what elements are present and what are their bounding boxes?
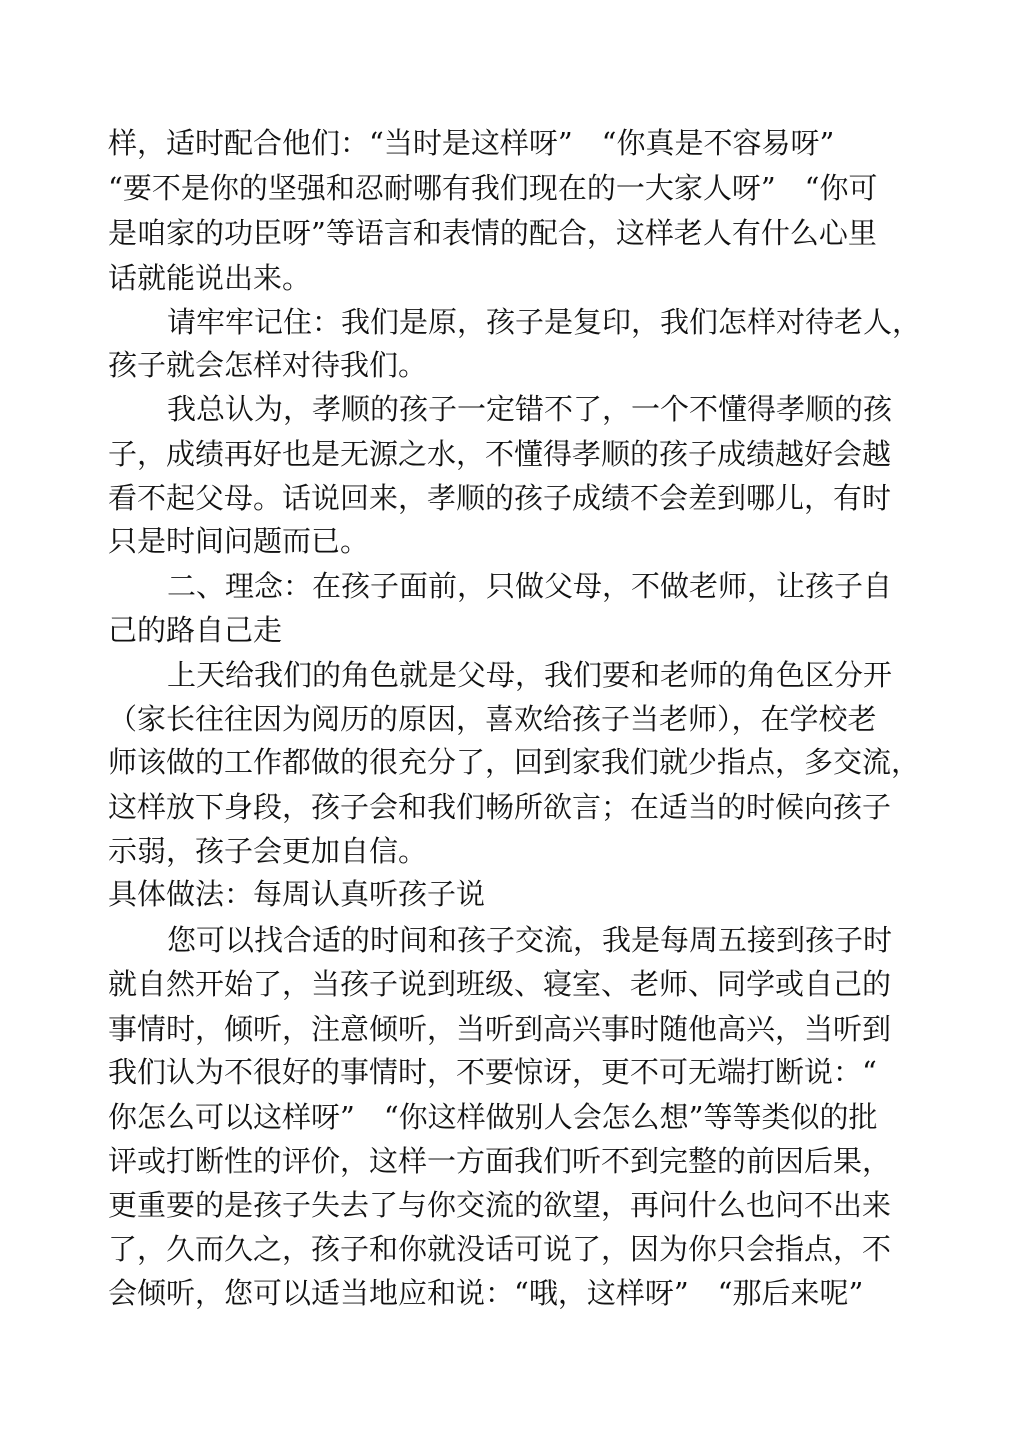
text-line: “要不是你的坚强和忍耐哪有我们现在的一大家人呀” “你可 (108, 171, 878, 205)
text-line: 更重要的是孩子失去了与你交流的欲望，再问什么也问不出来 (108, 1188, 892, 1222)
text-line: 事情时，倾听，注意倾听，当听到高兴事时随他高兴，当听到 (108, 1012, 892, 1046)
text-line: 就自然开始了，当孩子说到班级、寝室、老师、同学或自己的 (108, 967, 892, 1001)
text-line: 是咱家的功臣呀”等语言和表情的配合，这样老人有什么心里 (108, 216, 877, 250)
paragraph-first-line: 请牢牢记住：我们是原，孩子是复印，我们怎样对待老人， (167, 305, 922, 339)
text-line: 只是时间问题而已。 (108, 524, 370, 558)
paragraph-first-line: 您可以找合适的时间和孩子交流，我是每周五接到孩子时 (167, 923, 893, 957)
text-line: 看不起父母。话说回来，孝顺的孩子成绩不会差到哪儿，有时 (108, 481, 892, 515)
text-line: 样，适时配合他们：“当时是这样呀” “你真是不容易呀” (108, 126, 835, 160)
text-line: 话就能说出来。 (108, 261, 312, 295)
text-line: 我们认为不很好的事情时，不要惊讶，更不可无端打断说：“ (108, 1055, 877, 1089)
paragraph-first-line: 上天给我们的角色就是父母，我们要和老师的角色区分开 (167, 658, 893, 692)
text-line: 评或打断性的评价，这样一方面我们听不到完整的前因后果， (108, 1144, 892, 1178)
text-line: 了，久而久之，孩子和你就没话可说了，因为你只会指点，不 (108, 1232, 892, 1266)
text-line: 师该做的工作都做的很充分了，回到家我们就少指点，多交流， (108, 745, 921, 779)
text-line: 示弱，孩子会更加自信。 (108, 834, 428, 868)
text-line: 孩子就会怎样对待我们。 (108, 348, 428, 382)
section-heading-continued: 己的路自己走 (108, 613, 283, 647)
text-line: 子，成绩再好也是无源之水，不懂得孝顺的孩子成绩越好会越 (108, 437, 892, 471)
section-heading: 二、理念：在孩子面前，只做父母，不做老师，让孩子自 (167, 569, 893, 603)
text-line: （家长往往因为阅历的原因，喜欢给孩子当老师），在学校老 (108, 702, 877, 736)
text-line: 你怎么可以这样呀” “你这样做别人会怎么想”等等类似的批 (108, 1100, 878, 1134)
subheading: 具体做法：每周认真听孩子说 (108, 877, 486, 911)
text-line: 这样放下身段，孩子会和我们畅所欲言；在适当的时候向孩子 (108, 790, 892, 824)
text-line: 会倾听，您可以适当地应和说：“哦，这样呀” “那后来呢” (108, 1276, 864, 1310)
paragraph-first-line: 我总认为，孝顺的孩子一定错不了，一个不懂得孝顺的孩 (167, 392, 893, 426)
